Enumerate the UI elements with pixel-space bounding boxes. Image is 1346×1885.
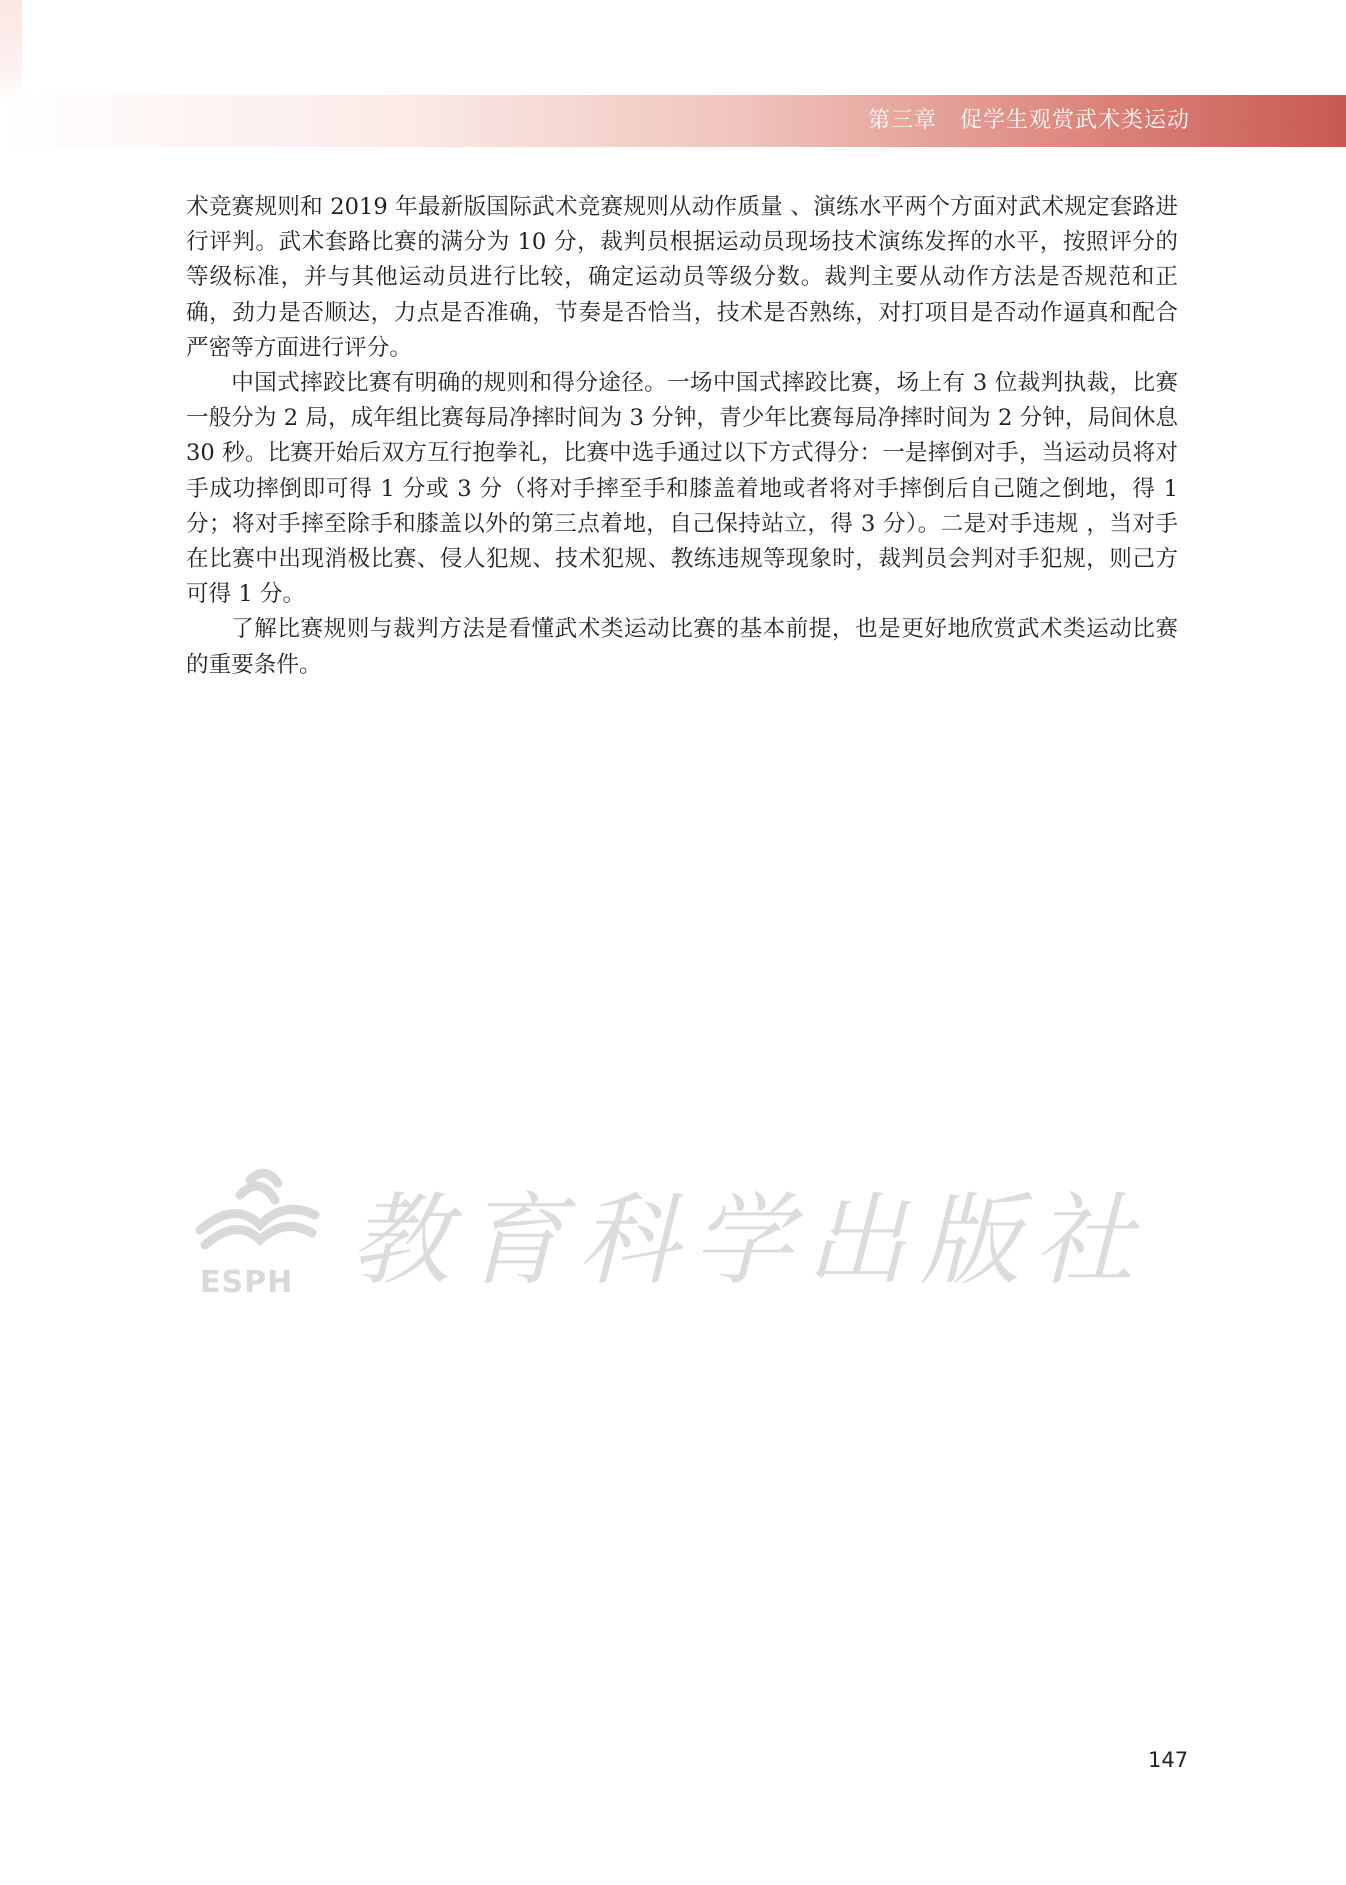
- watermark-publisher-name: 教育科学出版社: [350, 1182, 1148, 1299]
- chapter-title: 第三章 促学生观赏武术类运动: [867, 108, 1190, 133]
- body-text: [186, 190, 1178, 683]
- paragraph-continuation: 术竞赛规则和 2019 年最新版国际武术竞赛规则从动作质量 、演练水平两个方面对武术规定套路进行评判。武术套路比赛的满分为 10 分，裁判员根据运动员现场技术演练发挥的水平，按照评分的等级标准，并与其他运动员进行比较，确定运动员等级分数。裁判主要从动作方法是否规范和正确，劲力是否顺达，力点是否准确，节奏是否恰当，技术是否熟练，对打项目是否动作逼真和配合严密等方面进行评分。: [186, 194, 1178, 361]
- paragraph-wrestling-rules: 中国式摔跤比赛有明确的规则和得分途径。一场中国式摔跤比赛，场上有 3 位裁判执裁，比赛一般分为 2 局，成年组比赛每局净摔时间为 3 分钟，青少年比赛每局净摔时间为 2 分钟，局间休息 30 秒。比赛开始后双方互行抱拳礼，比赛中选手通过以下方式得分：一是摔倒对手，当运动员将对手成功摔倒即可得 1 分或 3 分（将对手摔至手和膝盖着地或者将对手摔倒后自己随之倒地，得 1 分；将对手摔至除手和膝盖以外的第三点着地，自己保持站立，得 3 分）。二是对手违规 ，当对手在比赛中出现消极比赛、侵人犯规、技术犯规、教练违规等现象时，裁判员会判对手犯规，则己方可得 1 分。: [186, 370, 1178, 608]
- page-number: 147: [1148, 1748, 1189, 1772]
- paragraph-conclusion: 了解比赛规则与裁判方法是看懂武术类运动比赛的基本前提，也是更好地欣赏武术类运动比赛的重要条件。: [186, 616, 1178, 678]
- watermark-brand: ESPH: [200, 1265, 294, 1300]
- corner-tab-decoration: [0, 0, 22, 100]
- chapter-header-band: [0, 95, 1346, 147]
- publisher-watermark: [180, 1155, 1180, 1305]
